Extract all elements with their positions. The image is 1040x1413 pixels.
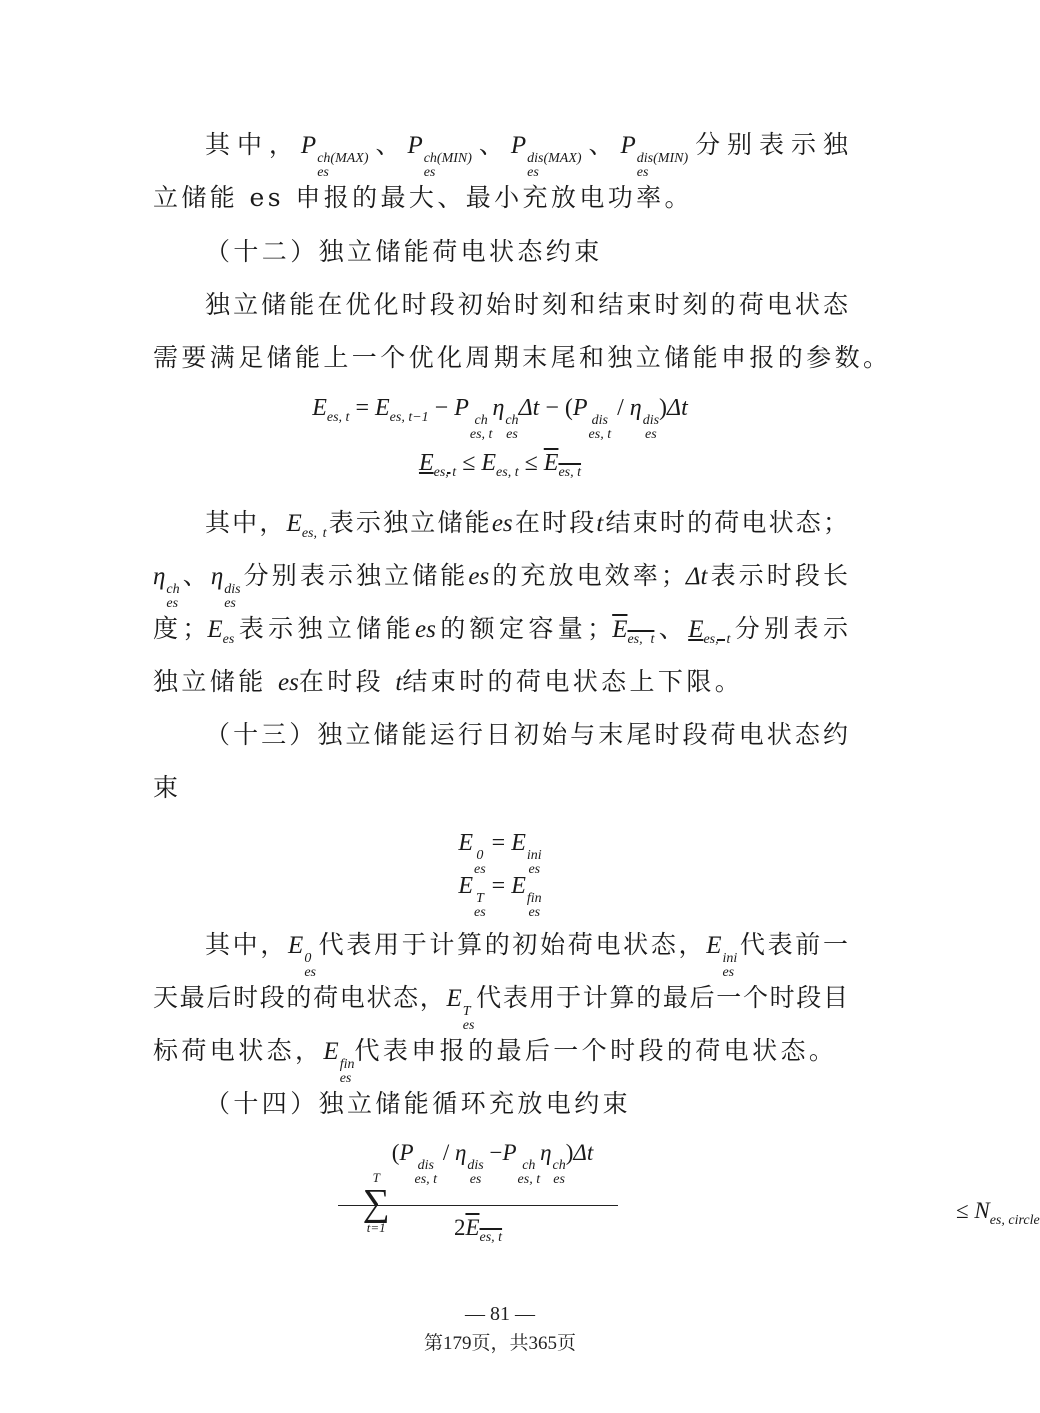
sep: 、 (581, 130, 621, 159)
fraction-numerator: T ∑ t=1 (P dis es, t / η dis es −P ch es, t η ch es )Δt (362, 1140, 594, 1235)
section12-text-line1: 独立储能在优化时段初始时刻和结束时刻的荷电状态 (205, 290, 848, 319)
para2-line3: 度；$E_{es}$表示独立储能es的额定容量；$E_{es, t}$、$E_{es, t}$分别表示 (153, 614, 848, 647)
para2-line2: η ch es 、η dis es 分别表示独立储能es的充放电效率；Δt表示时段长 (153, 561, 848, 611)
cycle-limit: ≤ $N_{es, circle}$ (956, 1198, 1040, 1228)
para3-line2: 天最后时段的荷电状态，E T es 代表用于计算的最后一个时段目 (153, 983, 848, 1033)
p-dis-max: P dis(MAX) es (510, 132, 582, 180)
text: 其中， (205, 130, 301, 159)
section13-heading-line1: （十三）独立储能运行日初始与末尾时段荷电状态约 (205, 720, 848, 749)
para2-line1: 其中，$E_{es, t}$表示独立储能es在时段t结束时的荷电状态； (205, 508, 848, 541)
para3-line3: 标荷电状态，E fin es 代表申报的最后一个时段的荷电状态。 (153, 1036, 838, 1086)
page-count: 第179页，共365页 (423, 1333, 576, 1354)
p-dis-min: P dis(MIN) es (620, 132, 689, 180)
summation-sign: T ∑ t=1 (362, 1170, 390, 1235)
equation-soc-dynamics: $E_{es, t} = E_{es, t-1} - P$ ch es, t η ch es Δt − (P dis es, t / η dis es )Δt (312, 395, 688, 442)
section12-text-line2: 需要满足储能上一个优化周期末尾和独立储能申报的参数。 (153, 343, 892, 372)
para1-line1 (205, 130, 848, 180)
p-ch-max: P ch(MAX) es (300, 132, 369, 180)
section14-heading: （十四）独立储能循环充放电约束 (205, 1089, 632, 1118)
fraction-denominator: $2E_{es, t}$ (453, 1215, 503, 1245)
p-ch-min: P ch(MIN) es (407, 132, 472, 180)
equation-initial-soc: E 0 es = E ini es (458, 830, 542, 877)
sep: 、 (471, 130, 511, 159)
para2-line4: 独立储能 es在时段 t结束时的荷电状态上下限。 (153, 667, 744, 696)
section12-heading: （十二）独立储能荷电状态约束 (205, 237, 603, 266)
para3-line1: 其中，E 0 es 代表用于计算的初始荷电状态，E ini es 代表前一 (205, 930, 848, 980)
para1-line2: 立储能 es 申报的最大、最小充放电功率。 (153, 183, 693, 212)
equation-soc-bounds: $E_{es, t} \le E_{es, t} \le E_{es, t}$ (418, 450, 582, 480)
text: 分别表示独 (688, 130, 848, 159)
sep: 、 (368, 130, 408, 159)
page-number: — 81 — (465, 1303, 535, 1325)
section13-heading-line2: 束 (153, 773, 182, 802)
fraction-bar (338, 1205, 618, 1206)
equation-final-soc: E T es = E fin es (458, 873, 542, 920)
